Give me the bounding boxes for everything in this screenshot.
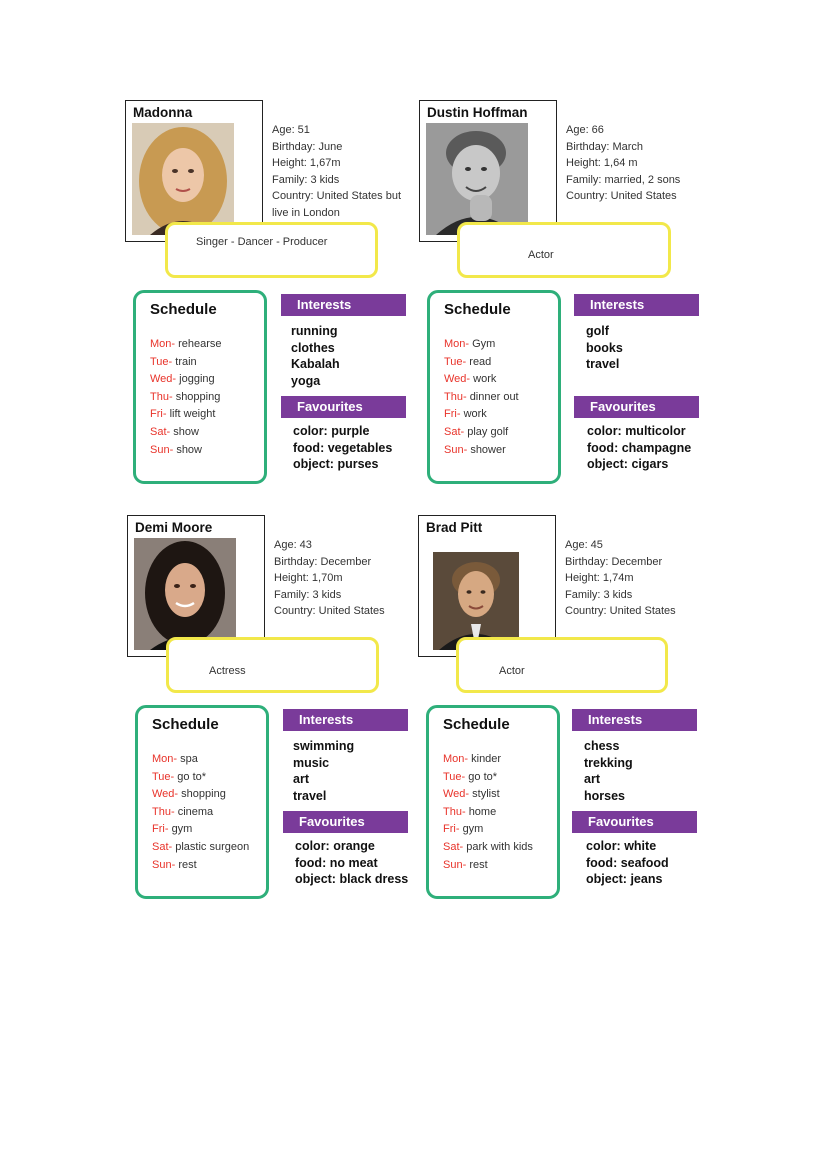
schedule-list [443,751,533,874]
occupation-text: Singer - Dancer - Producer [196,236,328,248]
schedule-title: Schedule [444,301,511,318]
schedule-row [150,442,222,460]
day-activity: gym [462,823,484,836]
day-activity: dinner out [469,390,519,403]
schedule-row [444,406,519,424]
favourite-item: color: purple [293,424,370,438]
day-activity: shopping [181,788,226,801]
schedule-title: Schedule [152,716,219,733]
schedule-row [152,821,249,839]
info-height: Height: 1,64 m [566,157,638,170]
day-activity: show [176,443,202,456]
schedule-row [444,389,519,407]
day-label: Sun- [152,858,176,871]
favourite-item: food: vegetables [293,440,393,455]
day-activity: home [468,805,497,818]
favourites-list [293,423,392,473]
photo-frame [419,100,557,242]
interest-item: art [293,772,309,787]
photo-frame [418,515,556,657]
interest-item: golf [586,324,609,338]
info-family: Family: 3 kids [565,588,633,601]
favourite-item: object: cigars [587,457,669,472]
info-family: Family: 3 kids [272,173,340,186]
day-label: Sat- [443,840,464,853]
info-family: Family: 3 kids [274,588,342,601]
interests-banner: Interests [281,294,406,316]
info-age: Age: 51 [272,124,310,136]
favourites-list [295,838,408,888]
person-name: Dustin Hoffman [427,105,528,120]
favourites-banner: Favourites [283,811,408,833]
favourite-item: color: multicolor [587,424,686,438]
favourites-banner: Favourites [574,396,699,418]
info-height: Height: 1,70m [274,572,343,585]
schedule-row [150,406,222,424]
schedule-row [152,857,249,875]
schedule-row [150,336,222,354]
schedule-row [443,857,533,875]
day-label: Tue- [444,355,467,368]
schedule-row [152,769,249,787]
day-activity: play golf [467,425,509,438]
info-height: Height: 1,74m [565,572,634,585]
interests-list [291,323,340,389]
schedule-row [443,821,533,839]
profile-card-brad-pitt [418,515,708,905]
schedule-row [443,769,533,787]
day-label: Thu- [150,390,173,403]
interests-banner: Interests [283,709,408,731]
portrait-photo [132,123,234,235]
day-label: Mon- [152,753,178,765]
day-activity: cinema [177,805,214,818]
schedule-row [150,424,222,442]
interests-banner: Interests [574,294,699,316]
day-activity: stylist [472,788,500,801]
day-label: Sun- [444,443,468,456]
info-birthday: Birthday: June [272,140,343,153]
portrait-photo [134,538,236,650]
occupation-box [457,222,671,278]
schedule-list [152,751,249,874]
day-label: Sun- [150,443,174,456]
profile-card-demi-moore [127,515,417,905]
info-age: Age: 45 [565,539,603,551]
schedule-row [443,751,533,769]
day-label: Fri- [444,408,461,421]
day-activity: rest [178,858,197,871]
interest-item: travel [293,788,327,803]
info-age: Age: 66 [566,124,604,136]
schedule-row [443,804,533,822]
favourite-item: food: no meat [295,855,378,870]
day-label: Fri- [152,823,169,836]
interest-item: books [586,340,623,355]
day-activity: shower [470,443,506,456]
favourites-list [587,423,691,473]
person-name: Brad Pitt [426,520,483,535]
day-activity: shopping [175,390,221,403]
day-activity: go to* [177,770,207,783]
interest-item: music [293,755,330,770]
favourite-item: food: seafood [586,855,669,870]
schedule-box [427,290,561,484]
day-label: Wed- [444,373,471,386]
day-activity: read [469,355,492,368]
portrait-photo [426,123,528,235]
day-label: Fri- [443,823,460,836]
day-activity: lift weight [169,408,216,421]
day-label: Tue- [443,770,466,783]
info-country: Country: United States [566,190,677,203]
interest-item: art [584,772,600,787]
occupation-text: Actor [499,665,525,677]
info-birthday: Birthday: December [565,555,663,568]
day-activity: go to* [468,770,498,783]
profile-card-dustin-hoffman [419,100,709,490]
interests-list [293,738,354,804]
day-label: Sat- [152,840,173,853]
schedule-list [444,336,519,459]
schedule-box [135,705,269,899]
favourite-item: object: purses [293,457,379,472]
schedule-row [152,751,249,769]
occupation-text: Actor [528,249,554,261]
occupation-box [165,222,378,278]
schedule-row [152,804,249,822]
interest-item: running [291,324,338,338]
person-name: Demi Moore [135,520,213,535]
day-activity: jogging [179,373,215,386]
occupation-box [456,637,668,693]
favourite-item: object: black dress [295,872,409,887]
favourite-item: color: white [586,839,657,853]
personal-info [274,537,419,620]
day-activity: park with kids [466,840,533,853]
occupation-text: Actress [209,665,246,677]
day-activity: rehearse [178,338,222,350]
portrait-photo-icon [134,538,236,650]
portrait-photo-icon [132,123,234,235]
day-label: Wed- [152,788,179,801]
interest-item: clothes [291,340,335,355]
day-label: Thu- [444,390,467,403]
day-activity: rest [469,858,488,871]
favourite-item: food: champagne [587,440,692,455]
info-height: Height: 1,67m [272,157,341,170]
person-name: Madonna [133,105,193,120]
favourites-banner: Favourites [572,811,697,833]
info-birthday: Birthday: March [566,140,644,153]
info-country: Country: United States [274,605,385,618]
interests-list [584,738,633,804]
profile-card-madonna [125,100,415,490]
info-country: Country: United States [565,605,676,618]
interest-item: travel [586,357,620,372]
day-label: Tue- [152,770,175,783]
schedule-row [152,786,249,804]
info-country-cont: live in London [272,206,340,219]
schedule-row [444,336,519,354]
portrait-photo [433,552,519,650]
info-family: Family: married, 2 sons [566,173,681,186]
personal-info [566,122,711,205]
schedule-row [150,389,222,407]
schedule-title: Schedule [443,716,510,733]
personal-info [565,537,710,620]
schedule-row [444,424,519,442]
day-label: Sun- [443,858,467,871]
day-activity: gym [171,823,193,836]
day-activity: work [473,373,497,386]
favourites-banner: Favourites [281,396,406,418]
info-age: Age: 43 [274,539,312,551]
day-label: Tue- [150,355,173,368]
day-label: Wed- [150,373,177,386]
day-label: Mon- [150,338,176,350]
day-label: Thu- [152,805,175,818]
favourite-item: color: orange [295,839,375,853]
schedule-row [444,442,519,460]
schedule-title: Schedule [150,301,217,318]
day-activity: spa [180,753,198,765]
interest-item: swimming [293,739,355,753]
schedule-row [443,786,533,804]
schedule-row [152,839,249,857]
schedule-row [443,839,533,857]
day-label: Mon- [443,753,469,765]
day-activity: work [463,408,487,421]
occupation-box [166,637,379,693]
interest-item: horses [584,788,625,803]
interest-item: yoga [291,373,321,388]
schedule-list [150,336,222,459]
interest-item: chess [584,739,620,753]
schedule-box [426,705,560,899]
info-country: Country: United States but [272,190,402,203]
day-label: Wed- [443,788,470,801]
schedule-box [133,290,267,484]
interests-banner: Interests [572,709,697,731]
schedule-row [150,354,222,372]
day-activity: plastic surgeon [175,840,250,853]
day-label: Fri- [150,408,167,421]
day-activity: train [175,355,197,368]
day-activity: kinder [471,753,502,765]
photo-frame [125,100,263,242]
day-label: Mon- [444,338,470,350]
portrait-photo-icon [426,123,528,235]
photo-frame [127,515,265,657]
day-activity: Gym [472,338,496,350]
personal-info [272,122,417,222]
info-birthday: Birthday: December [274,555,372,568]
interest-item: Kabalah [291,357,340,372]
day-label: Sat- [150,425,171,438]
interests-list [586,323,623,373]
favourite-item: object: jeans [586,872,663,887]
portrait-photo-icon [433,552,519,650]
day-activity: show [173,425,199,438]
schedule-row [444,354,519,372]
favourites-list [586,838,669,888]
schedule-row [444,371,519,389]
day-label: Thu- [443,805,466,818]
day-label: Sat- [444,425,465,438]
schedule-row [150,371,222,389]
interest-item: trekking [584,755,633,770]
